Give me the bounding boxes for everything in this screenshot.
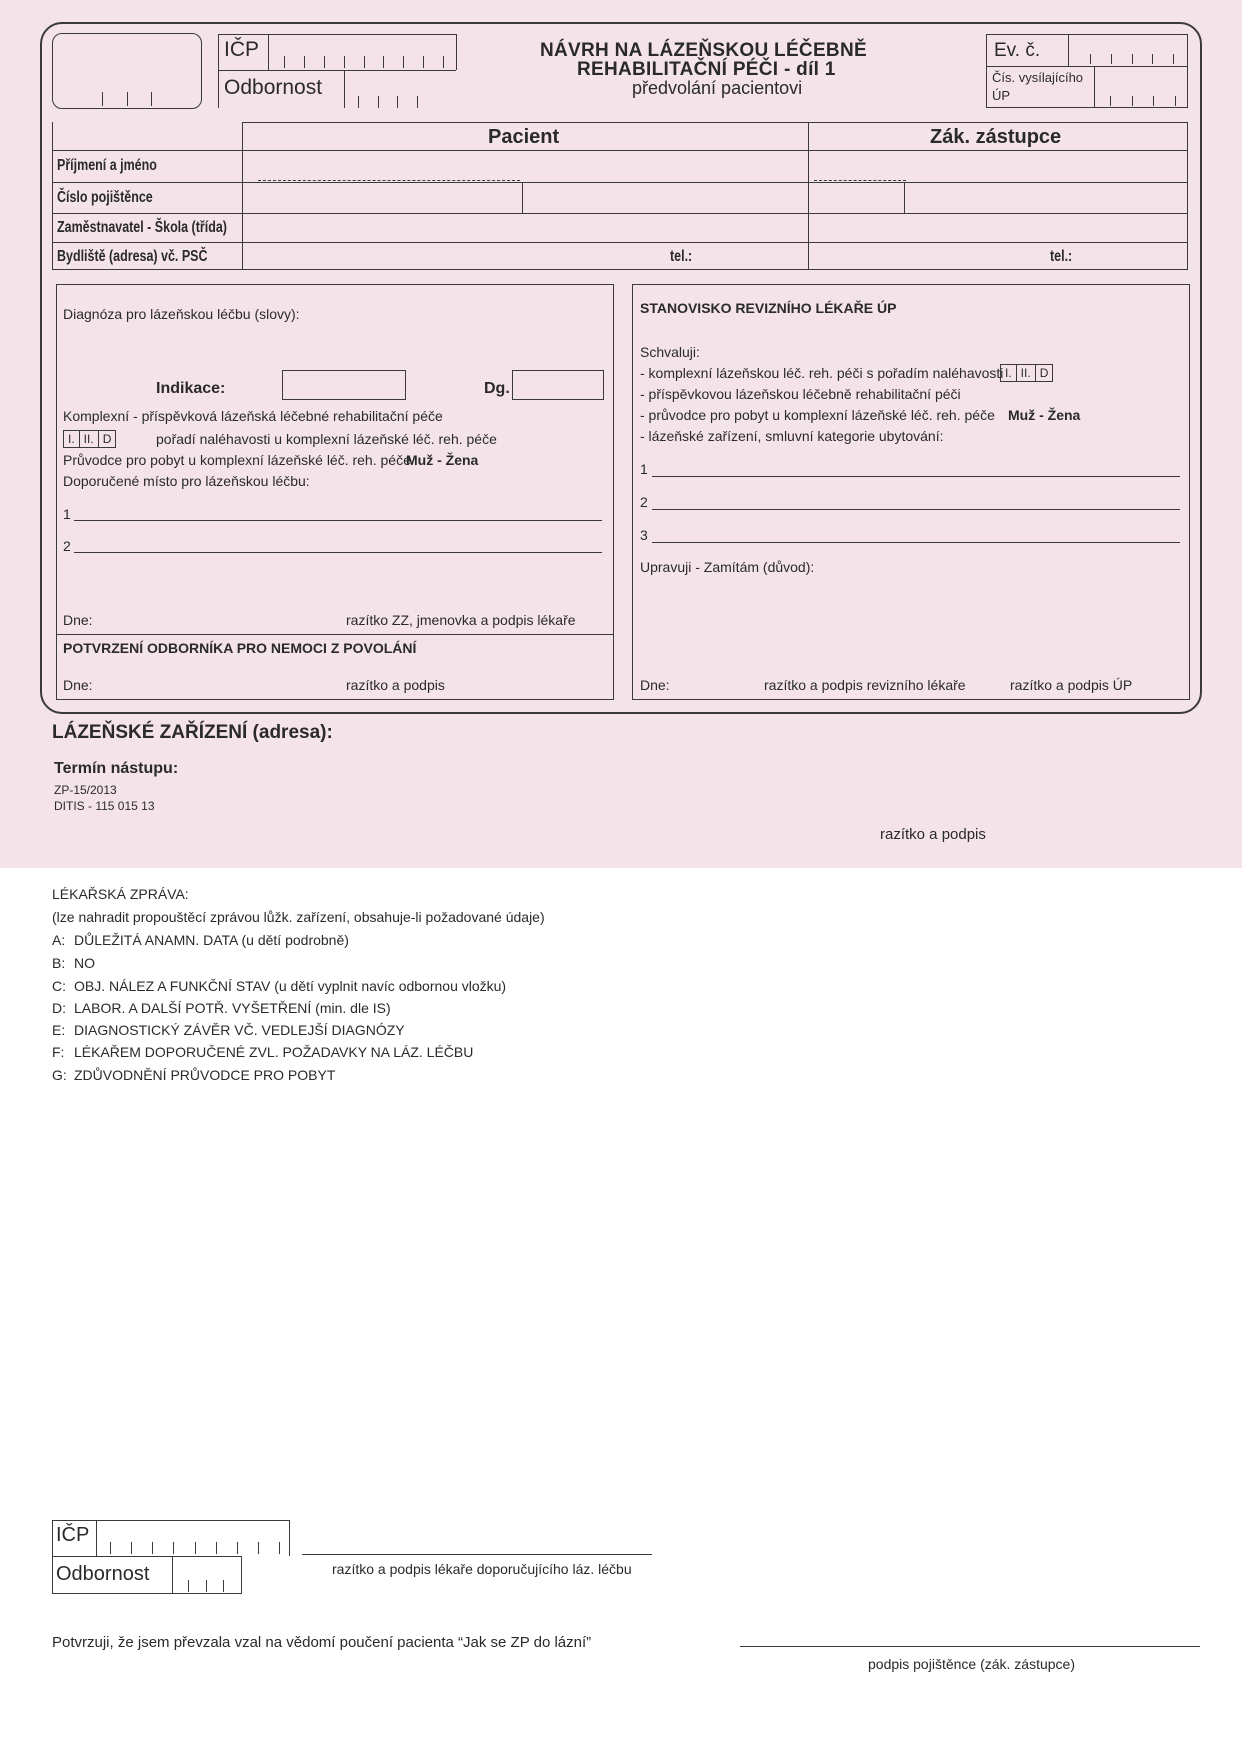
name-field-zastupce[interactable]	[814, 180, 906, 181]
pruvodce-text: Průvodce pro pobyt u komplexní lázeňské léč. reh. péče	[63, 452, 411, 468]
right-item-3: - průvodce pro pobyt u komplexní lázeňské léč. reh. péče	[640, 407, 995, 423]
zprava-item-f: LÉKAŘEM DOPORUČENÉ ZVL. POŽADAVKY NA LÁZ. LÉČBU	[74, 1044, 474, 1060]
lazenske-zarizeni-label: LÁZEŇSKÉ ZAŘÍZENÍ (adresa):	[52, 722, 333, 743]
right-line-3-field[interactable]	[652, 542, 1180, 543]
tel-label-pacient: tel.:	[670, 248, 693, 265]
form-title-line3: předvolání pacientovi	[632, 78, 803, 98]
upravuji-label: Upravuji - Zamítám (důvod):	[640, 559, 815, 575]
priority-d-checkbox[interactable]: D	[102, 432, 112, 446]
priority-1-checkbox[interactable]: I.	[64, 431, 80, 447]
form-title-line2: REHABILITAČNÍ PÉČI - díl 1	[577, 59, 836, 80]
razitko-up-label: razítko a podpis ÚP	[1010, 677, 1133, 693]
indikace-field[interactable]	[282, 370, 406, 400]
right-line-3-label: 3	[640, 527, 648, 543]
cis-label-1: Čís. vysílajícího	[992, 70, 1084, 85]
potvrzuji-text: Potvrzuji, že jsem převzala vzal na vědomí poučení pacienta “Jak se ZP do lázní”	[52, 1634, 592, 1651]
priority-2-checkbox[interactable]: II.	[80, 431, 99, 447]
icp-field[interactable]	[284, 56, 444, 68]
zprava-item-c: OBJ. NÁLEZ A FUNKČNÍ STAV (u dětí vyplnit navíc odbornou vložku)	[74, 978, 507, 994]
right-item-2: - příspěvkovou lázeňskou léčebně rehabilitační péči	[640, 386, 961, 402]
diagnoza-label: Diagnóza pro lázeňskou léčbu (slovy):	[63, 306, 300, 322]
odbornost-label: Odbornost	[224, 76, 323, 99]
zprava-note: (lze nahradit propouštěcí zprávou lůžk. zařízení, obsahuje-li požadované údaje)	[52, 909, 545, 925]
insurance-field-pacient[interactable]	[522, 182, 808, 213]
employer-field-pacient[interactable]	[242, 213, 808, 242]
razitko-revizni-label: razítko a podpis revizního lékaře	[764, 677, 966, 693]
dg-field[interactable]	[512, 370, 604, 400]
zprava-item-c-key: C:	[52, 978, 66, 994]
form-title-line1: NÁVRH NA LÁZEŇSKOU LÉČEBNĚ	[540, 40, 867, 61]
dg-label: Dg.	[484, 380, 510, 397]
right-line-2-label: 2	[640, 494, 648, 510]
zprava-item-g-key: G:	[52, 1067, 67, 1083]
zprava-item-b: NO	[74, 955, 95, 971]
footer-odbornost-label: Odbornost	[56, 1563, 150, 1585]
razitko-zz-label: razítko ZZ, jmenovka a podpis lékaře	[346, 612, 576, 628]
pojistenec-signature-line[interactable]	[740, 1646, 1200, 1647]
left-line-2-field[interactable]	[74, 552, 602, 553]
icp-label: IČP	[224, 38, 260, 61]
right-line-1-field[interactable]	[652, 476, 1180, 477]
pacient-header: Pacient	[488, 126, 560, 148]
potvrzeni-dne-label: Dne:	[63, 677, 93, 693]
form-code-2: DITIS - 115 015 13	[54, 799, 155, 813]
left-line-1-field[interactable]	[74, 520, 602, 521]
row-label-insurance: Číslo pojištěnce	[57, 189, 153, 206]
zprava-title: LÉKAŘSKÁ ZPRÁVA:	[52, 886, 189, 902]
footer-odbornost-field[interactable]	[188, 1580, 224, 1592]
tel-label-zastupce: tel.:	[1050, 248, 1073, 265]
right-priority-checkboxes[interactable]	[1000, 364, 1053, 382]
form-code-1: ZP-15/2013	[54, 783, 117, 797]
left-priority-checkboxes[interactable]	[63, 430, 116, 448]
row-label-employer: Zaměstnavatel - Škola (třída)	[57, 219, 227, 236]
right-item-4: - lázeňské zařízení, smluvní kategorie ubytování:	[640, 428, 944, 444]
indikace-label: Indikace:	[156, 380, 226, 397]
right-item-1: - komplexní lázeňskou léč. reh. péči s pořadím naléhavosti	[640, 365, 1004, 381]
left-dne-label: Dne:	[63, 612, 93, 628]
employer-field-zastupce[interactable]	[808, 213, 1188, 242]
left-line-2-label: 2	[63, 538, 71, 554]
schvaluji-label: Schvaluji:	[640, 344, 700, 360]
footer-icp-label: IČP	[56, 1524, 90, 1546]
right-line-2-field[interactable]	[652, 509, 1180, 510]
ev-label: Ev. č.	[994, 40, 1041, 61]
komplexni-text: Komplexní - příspěvková lázeňská léčebné rehabilitační péče	[63, 408, 443, 424]
right-priority-2-checkbox[interactable]: II.	[1017, 365, 1036, 381]
right-line-1-label: 1	[640, 461, 648, 477]
odbornost-field[interactable]	[358, 96, 418, 108]
potvrzeni-title: POTVRZENÍ ODBORNÍKA PRO NEMOCI Z POVOLÁNÍ	[63, 640, 417, 656]
zastupce-header: Zák. zástupce	[930, 126, 1062, 148]
zprava-item-e: DIAGNOSTICKÝ ZÁVĚR VČ. VEDLEJŠÍ DIAGNÓZY	[74, 1022, 405, 1038]
right-muz-zena[interactable]: Muž - Žena	[1008, 407, 1081, 423]
zprava-item-a-key: A:	[52, 932, 66, 948]
zprava-item-d-key: D:	[52, 1000, 66, 1016]
zprava-item-f-key: F:	[52, 1044, 65, 1060]
right-priority-d-checkbox[interactable]: D	[1039, 366, 1049, 380]
zprava-item-b-key: B:	[52, 955, 66, 971]
razitko-doporucujici-label: razítko a podpis lékaře doporučujícího láz. léčbu	[332, 1561, 632, 1577]
row-label-address: Bydliště (adresa) vč. PSČ	[57, 248, 208, 265]
left-muz-zena[interactable]: Muž - Žena	[406, 452, 479, 468]
footer-icp-field[interactable]	[110, 1542, 280, 1554]
lazne-razitko-label: razítko a podpis	[880, 826, 986, 843]
stamp-box-ticks	[102, 92, 152, 106]
zprava-item-g: ZDŮVODNĚNÍ PRŮVODCE PRO POBYT	[74, 1067, 336, 1083]
right-panel	[632, 284, 1190, 700]
footer-signature-line[interactable]	[302, 1554, 652, 1555]
podpis-pojistence-label: podpis pojištěnce (zák. zástupce)	[868, 1656, 1075, 1672]
termin-label: Termín nástupu:	[54, 760, 179, 777]
potvrzeni-razitko-label: razítko a podpis	[346, 677, 445, 693]
left-line-1-label: 1	[63, 506, 71, 522]
stanovisko-title: STANOVISKO REVIZNÍHO LÉKAŘE ÚP	[640, 300, 897, 316]
cis-label-2: ÚP	[992, 88, 1011, 103]
left-panel	[56, 284, 614, 700]
doporucene-text: Doporučené místo pro lázeňskou léčbu:	[63, 473, 310, 489]
zprava-item-a: DŮLEŽITÁ ANAMN. DATA (u dětí podrobně)	[74, 932, 349, 948]
poradi-text: pořadí naléhavosti u komplexní lázeňské léč. reh. péče	[156, 431, 497, 447]
ev-field[interactable]	[1090, 54, 1174, 64]
name-field-pacient[interactable]	[258, 180, 520, 181]
zprava-text-area[interactable]	[52, 1090, 1192, 1510]
right-dne-label: Dne:	[640, 677, 670, 693]
insurance-field-zastupce[interactable]	[904, 182, 1188, 213]
cis-field[interactable]	[1110, 96, 1176, 106]
right-priority-1-checkbox[interactable]: I.	[1001, 365, 1017, 381]
row-label-name: Příjmení a jméno	[57, 157, 157, 174]
zprava-item-d: LABOR. A DALŠÍ POTŘ. VYŠETŘENÍ (min. dle IS)	[74, 1000, 391, 1016]
zprava-item-e-key: E:	[52, 1022, 66, 1038]
